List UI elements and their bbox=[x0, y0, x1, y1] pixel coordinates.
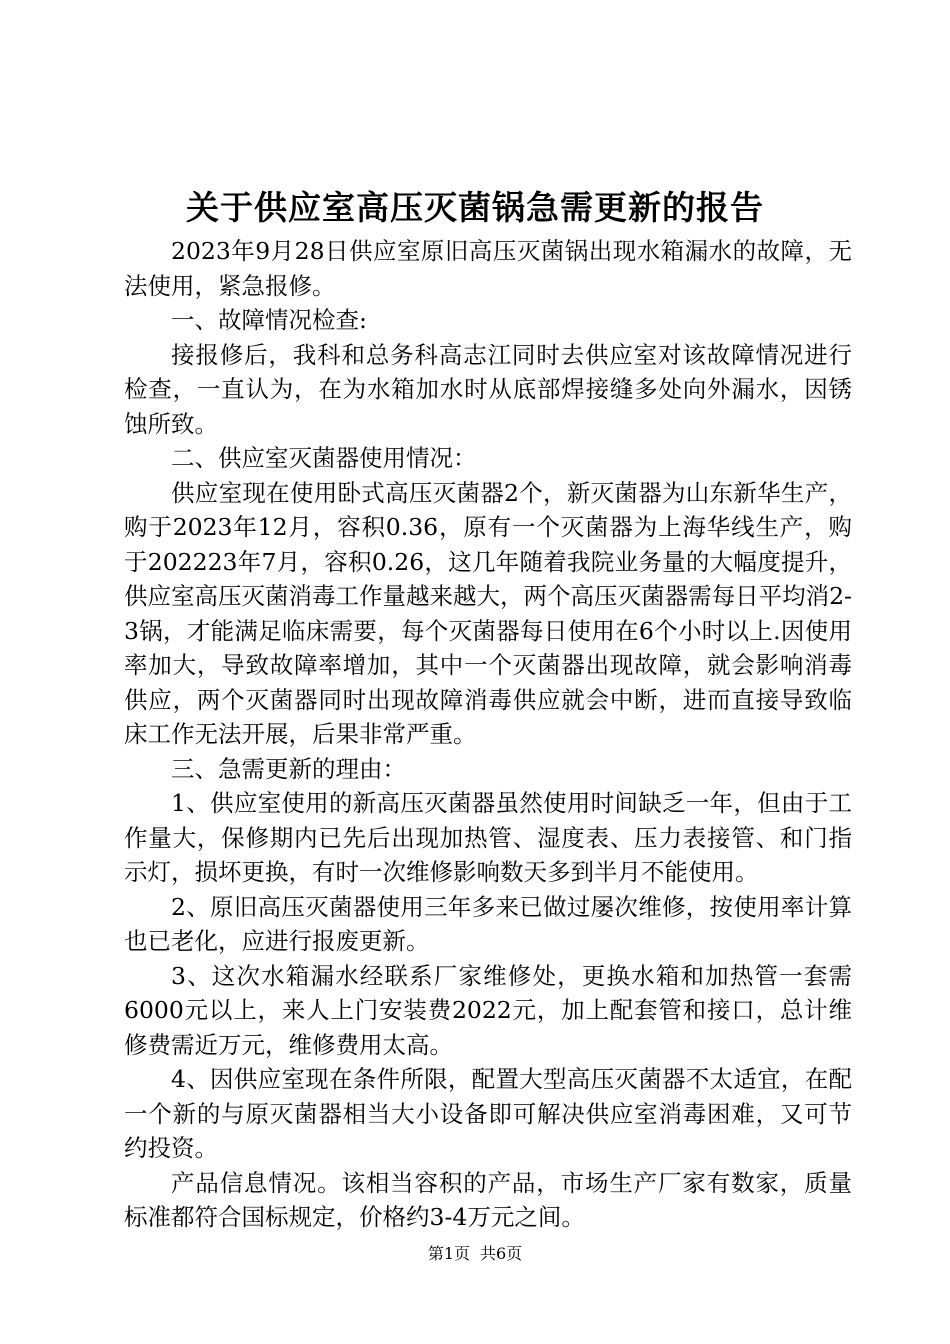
paragraph-reason-1: 1、供应室使用的新高压灭菌器虽然使用时间缺乏一年，但由于工作量大，保修期内已先后出现加热管、湿度表、压力表接管、和门指示灯，损坏更换，有时一次维修影响数天多到半月不能使用。 bbox=[124, 789, 852, 886]
paragraph-intro: 2023年9月28日供应室原旧高压灭菌锅出现水箱漏水的故障，无法使用，紧急报修。 bbox=[124, 237, 852, 300]
page-number: 第1页 bbox=[427, 1244, 470, 1263]
paragraph-product-info: 产品信息情况。该相当容积的产品，市场生产厂家有数家，质量标准都符合国标规定，价格约3-4万元之间。 bbox=[124, 1168, 852, 1231]
paragraph-reason-2: 2、原旧高压灭菌器使用三年多来已做过屡次维修，按使用率计算也已老化，应进行报废更新。 bbox=[124, 892, 852, 955]
section-heading-1: 一、故障情况检查: bbox=[171, 306, 367, 334]
paragraph-inspection: 接报修后，我科和总务科高志江同时去供应室对该故障情况进行检查，一直认为，在为水箱加水时从底部焊接缝多处向外漏水，因锈蚀所致。 bbox=[124, 340, 852, 438]
document-body bbox=[124, 234, 852, 1235]
page-total: 共6页 bbox=[480, 1244, 523, 1263]
section-heading-3: 三、急需更新的理由： bbox=[171, 754, 406, 783]
page-footer bbox=[0, 1242, 950, 1266]
paragraph-usage: 供应室现在使用卧式高压灭菌器2个，新灭菌器为山东新华生产，购于2023年12月，容积0.36，原有一个灭菌器为上海华线生产，购于202223年7月，容积0.26，这几年随着我院业务量的大幅度提升，供应室高压灭菌消毒工作量越来越大，两个高压灭菌器需每日平均消2-3锅，才能满足临床需要，每个灭菌器每日使用在6个小时以上.因使用率加大，导致故障率增加，其中一个灭菌器出现故障，就会影响消毒供应，两个灭菌器同时出现故障消毒供应就会中断，进而直接导致临床工作无法开展，后果非常严重。 bbox=[124, 478, 852, 748]
paragraph-reason-4: 4、因供应室现在条件所限，配置大型高压灭菌器不太适宜，在配一个新的与原灭菌器相当大小设备即可解决供应室消毒困难，又可节约投资。 bbox=[124, 1065, 852, 1162]
paragraph-reason-3: 3、这次水箱漏水经联系厂家维修处，更换水箱和加热管一套需6000元以上，来人上门安装费2022元，加上配套管和接口，总计维修费需近万元，维修费用太高。 bbox=[124, 961, 852, 1059]
document-title: 关于供应室高压灭菌锅急需更新的报告 bbox=[186, 188, 764, 227]
section-heading-2: 二、供应室灭菌器使用情况： bbox=[171, 444, 477, 472]
